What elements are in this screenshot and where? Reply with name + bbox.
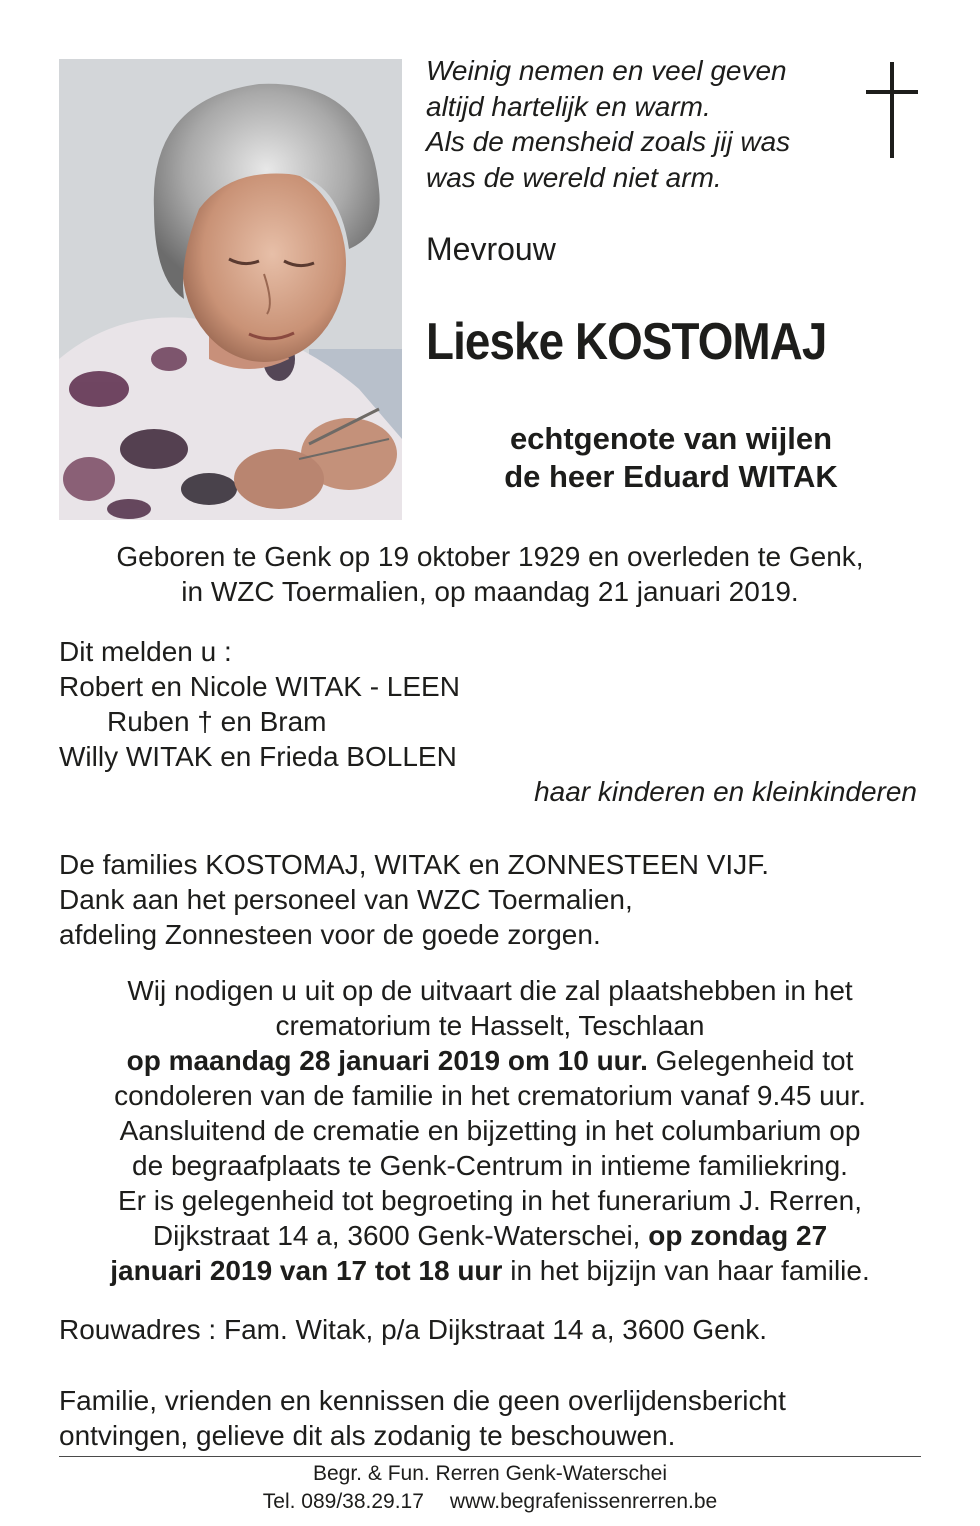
announcers xyxy=(59,634,939,809)
ceremony-line: Aansluitend de crematie en bijzetting in het columbarium op xyxy=(119,1115,861,1146)
families-line: afdeling Zonnesteen voor de goede zorgen. xyxy=(59,919,601,950)
poem-line: altijd hartelijk en warm. xyxy=(426,90,711,122)
poem-line: was de wereld niet arm. xyxy=(426,161,722,193)
contact-line xyxy=(150,1488,830,1516)
relation-label: haar kinderen en kleinkinderen xyxy=(534,776,917,807)
deceased-name: Lieske KOSTOMAJ xyxy=(426,313,827,371)
spouse-line: de heer Eduard WITAK xyxy=(504,459,838,494)
poem-line: Als de mensheid zoals jij was xyxy=(426,126,791,157)
announcer-line: Ruben † en Bram xyxy=(107,706,327,737)
salutation: Mevrouw xyxy=(426,231,556,267)
families-line: De families KOSTOMAJ, WITAK en ZONNESTEEN VIJF. xyxy=(59,849,769,880)
funeral-company: Begr. & Fun. Rerren Genk-Waterschei xyxy=(312,1462,668,1485)
ceremony-line xyxy=(30,1043,950,1078)
notice-line: ontvingen, gelieve dit als zodanig te beschouwen. xyxy=(59,1420,676,1451)
birth-line: Geboren te Genk op 19 oktober 1929 en overleden te Genk, xyxy=(116,541,864,572)
spouse-line: echtgenote van wijlen xyxy=(509,421,833,456)
birth-death-info xyxy=(40,539,940,609)
ceremony-line: Er is gelegenheid tot begroeting in het funerarium J. Rerren, xyxy=(118,1185,862,1216)
ceremony-line xyxy=(30,1253,950,1288)
ceremony-info xyxy=(30,973,950,1288)
phone-number: Tel. 089/38.29.17 xyxy=(262,1490,424,1513)
ceremony-line: Wij nodigen u uit op de uitvaart die zal plaatshebben in het xyxy=(127,975,853,1006)
announcer-line: Robert en Nicole WITAK - LEEN xyxy=(59,671,460,702)
latin-cross-icon xyxy=(862,62,922,158)
poem xyxy=(426,53,846,195)
announcer-line: Willy WITAK en Frieda BOLLEN xyxy=(59,741,457,772)
notice xyxy=(59,1383,939,1453)
visitation-time: januari 2019 van 17 tot 18 uur xyxy=(110,1255,503,1286)
announce-intro: Dit melden u : xyxy=(59,636,232,667)
families-line: Dank aan het personeel van WZC Toermalien, xyxy=(59,884,633,915)
ceremony-text: Gelegenheid tot xyxy=(647,1045,854,1076)
mourning-address: Rouwadres : Fam. Witak, p/a Dijkstraat 14 a, 3600 Genk. xyxy=(59,1314,768,1345)
poem-line: Weinig nemen en veel geven xyxy=(426,55,787,86)
visitation-date: op zondag 27 xyxy=(648,1220,828,1251)
ceremony-text: Dijkstraat 14 a, 3600 Genk-Waterschei, xyxy=(152,1220,649,1251)
ceremony-date: op maandag 28 januari 2019 om 10 uur. xyxy=(126,1045,648,1076)
death-line: in WZC Toermalien, op maandag 21 januari 2019. xyxy=(181,576,799,607)
portrait-photo xyxy=(59,59,402,520)
notice-line: Familie, vrienden en kennissen die geen overlijdensbericht xyxy=(59,1385,786,1416)
ceremony-line: crematorium te Hasselt, Teschlaan xyxy=(275,1010,705,1041)
ceremony-line: condoleren van de familie in het crematorium vanaf 9.45 uur. xyxy=(114,1080,866,1111)
ceremony-text: in het bijzijn van haar familie. xyxy=(502,1255,870,1286)
spouse-info xyxy=(426,420,916,496)
families-thanks xyxy=(59,847,939,952)
ceremony-line: de begraafplaats te Genk-Centrum in intieme familiekring. xyxy=(132,1150,848,1181)
footer xyxy=(150,1460,830,1516)
portrait-illustration xyxy=(59,59,402,520)
ceremony-line xyxy=(30,1218,950,1253)
website-link[interactable]: www.begrafenissenrerren.be xyxy=(449,1490,718,1513)
footer-divider xyxy=(59,1456,921,1457)
